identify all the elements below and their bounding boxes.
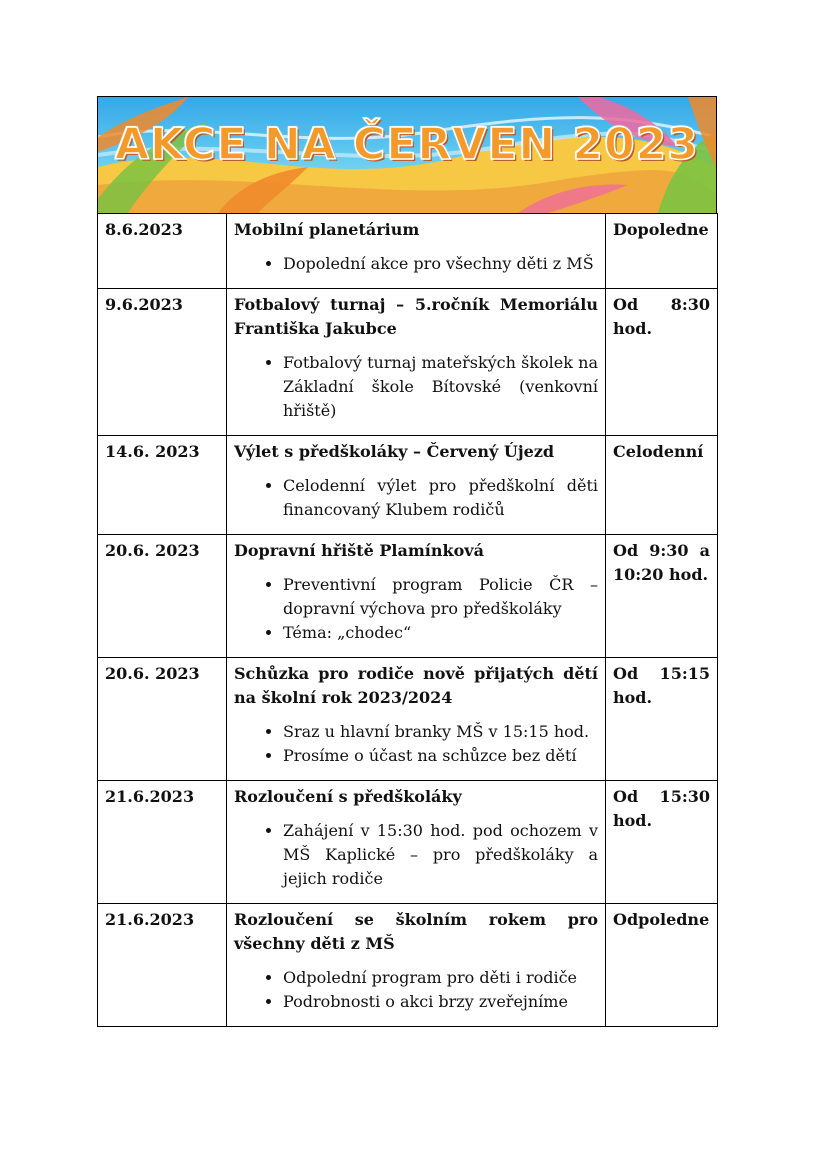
event-time: Od 9:30 a 10:20 hod. [606,535,718,658]
event-details [227,289,606,436]
event-time: Od 15:15 hod. [606,658,718,781]
banner-title: AKCE NA ČERVEN 2023 [115,119,699,170]
event-time: Celodenní [606,436,718,535]
event-date: 21.6.2023 [98,904,227,1027]
event-title: Výlet s předškoláky – Červený Újezd [234,442,555,461]
event-row [98,214,718,289]
event-bullet: • Celodenní výlet pro předškolní děti financovaný Klubem rodičů [283,474,598,522]
event-title: Mobilní planetárium [234,220,420,239]
event-time: Dopoledne [606,214,718,289]
event-bullet-list [234,474,598,522]
event-details [227,214,606,289]
event-bullet: • Zahájení v 15:30 hod. pod ochozem v MŠ Kaplické – pro předškoláky a jejich rodiče [283,819,598,891]
event-bullet: • Odpolední program pro děti i rodiče [283,966,598,990]
event-title: Rozloučení se školním rokem pro všechny děti z MŠ [234,910,598,953]
event-bullet-list [234,351,598,423]
event-bullet-list [234,573,598,645]
event-bullet: • Preventivní program Policie ČR – dopravní výchova pro předškoláky [283,573,598,621]
event-row [98,781,718,904]
document-page [97,96,717,1027]
event-title: Rozloučení s předškoláky [234,787,462,806]
event-details [227,436,606,535]
event-row [98,658,718,781]
event-row [98,436,718,535]
event-date: 21.6.2023 [98,781,227,904]
event-bullet: • Podrobnosti o akci brzy zveřejníme [283,990,598,1014]
event-bullet: • Téma: „chodec“ [283,621,598,645]
event-details [227,781,606,904]
event-row [98,289,718,436]
event-details [227,904,606,1027]
event-time: Od 8:30 hod. [606,289,718,436]
event-row [98,904,718,1027]
event-bullet-list [234,720,598,768]
event-row [98,535,718,658]
event-bullet: • Sraz u hlavní branky MŠ v 15:15 hod. [283,720,598,744]
header-banner [97,96,717,213]
event-bullet: • Fotbalový turnaj mateřských školek na Základní škole Bítovské (venkovní hřiště) [283,351,598,423]
event-bullet: • Dopolední akce pro všechny děti z MŠ [283,252,598,276]
event-date: 8.6.2023 [98,214,227,289]
event-title: Fotbalový turnaj – 5.ročník Memoriálu Františka Jakubce [234,295,598,338]
event-title: Schůzka pro rodiče nově přijatých dětí na školní rok 2023/2024 [234,664,598,707]
event-date: 9.6.2023 [98,289,227,436]
event-date: 14.6. 2023 [98,436,227,535]
event-title: Dopravní hřiště Plamínková [234,541,484,560]
event-time: Odpoledne [606,904,718,1027]
event-time: Od 15:30 hod. [606,781,718,904]
event-bullet-list [234,819,598,891]
event-bullet-list [234,966,598,1014]
event-date: 20.6. 2023 [98,535,227,658]
event-bullet: • Prosíme o účast na schůzce bez dětí [283,744,598,768]
event-date: 20.6. 2023 [98,658,227,781]
event-details [227,658,606,781]
event-details [227,535,606,658]
events-table [97,213,718,1027]
event-bullet-list [234,252,598,276]
